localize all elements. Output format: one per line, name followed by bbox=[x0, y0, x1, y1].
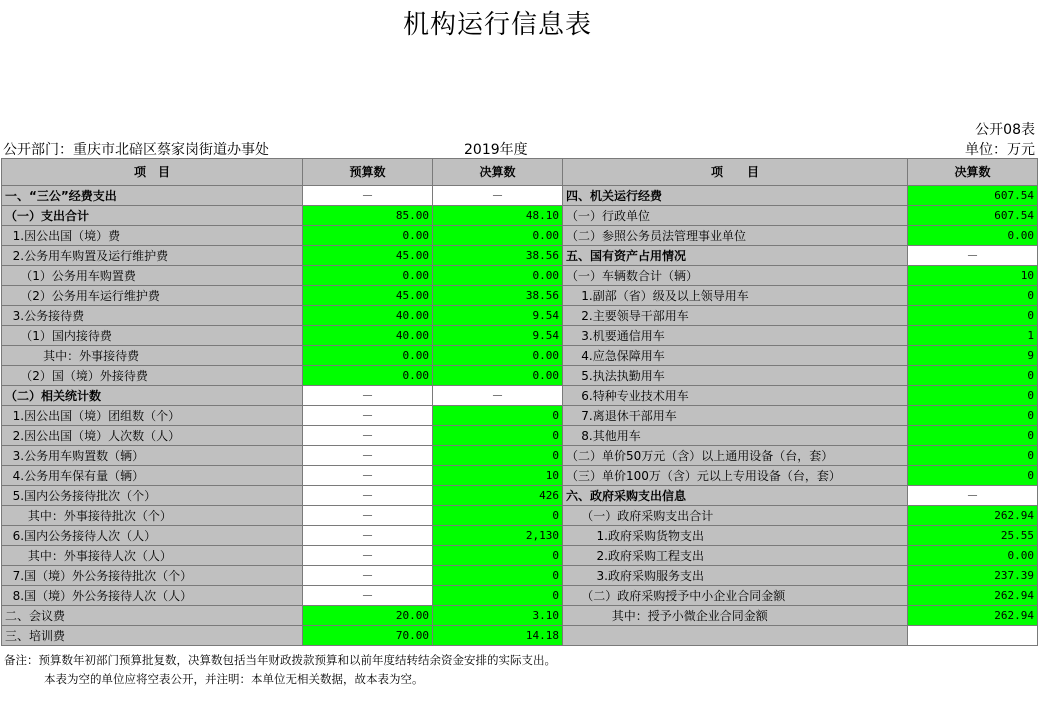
budget-value: － bbox=[303, 486, 433, 506]
table-row bbox=[2, 366, 1038, 386]
form-code: 公开08表 bbox=[975, 122, 1035, 138]
final-value: 14.18 bbox=[433, 626, 563, 646]
header-item-right: 项 目 bbox=[563, 159, 908, 186]
budget-value: 0.00 bbox=[303, 366, 433, 386]
left-item-label: （2）公务用车运行维护费 bbox=[2, 286, 303, 306]
budget-value: － bbox=[303, 526, 433, 546]
right-item-label: 2.主要领导干部用车 bbox=[563, 306, 908, 326]
left-item-label: 8.国（境）外公务接待人次（人） bbox=[2, 586, 303, 606]
final-value: － bbox=[433, 186, 563, 206]
note-line-2: 本表为空的单位应将空表公开，并注明：本单位无相关数据，故本表为空。 bbox=[44, 672, 424, 686]
right-item-label: 2.政府采购工程支出 bbox=[563, 546, 908, 566]
table-row bbox=[2, 486, 1038, 506]
right-item-label: 六、政府采购支出信息 bbox=[563, 486, 908, 506]
table-row bbox=[2, 286, 1038, 306]
right-final-value: 607.54 bbox=[908, 206, 1038, 226]
right-final-value: 0 bbox=[908, 406, 1038, 426]
right-final-value: 0 bbox=[908, 446, 1038, 466]
right-final-value: 0.00 bbox=[908, 226, 1038, 246]
budget-value: － bbox=[303, 566, 433, 586]
final-value: 10 bbox=[433, 466, 563, 486]
final-value: 0 bbox=[433, 546, 563, 566]
final-value: 9.54 bbox=[433, 306, 563, 326]
left-item-label: 1.因公出国（境）费 bbox=[2, 226, 303, 246]
right-item-label bbox=[563, 626, 908, 646]
table-row bbox=[2, 446, 1038, 466]
right-item-label: 五、国有资产占用情况 bbox=[563, 246, 908, 266]
final-value: 0 bbox=[433, 586, 563, 606]
right-item-label: （一）政府采购支出合计 bbox=[563, 506, 908, 526]
budget-value: 0.00 bbox=[303, 226, 433, 246]
table-row bbox=[2, 406, 1038, 426]
right-item-label: 1.副部（省）级及以上领导用车 bbox=[563, 286, 908, 306]
right-item-label: 4.应急保障用车 bbox=[563, 346, 908, 366]
left-item-label: 三、培训费 bbox=[2, 626, 303, 646]
final-value: 9.54 bbox=[433, 326, 563, 346]
right-item-label: 其中：授予小微企业合同金额 bbox=[563, 606, 908, 626]
right-item-label: （二）单价50万元（含）以上通用设备（台，套） bbox=[563, 446, 908, 466]
table-row bbox=[2, 186, 1038, 206]
left-item-label: 6.国内公务接待人次（人） bbox=[2, 526, 303, 546]
left-item-label: 1.因公出国（境）团组数（个） bbox=[2, 406, 303, 426]
table-body bbox=[2, 159, 1038, 646]
right-item-label: 四、机关运行经费 bbox=[563, 186, 908, 206]
budget-value: － bbox=[303, 466, 433, 486]
table-row bbox=[2, 606, 1038, 626]
right-final-value: 0 bbox=[908, 386, 1038, 406]
final-value: 38.56 bbox=[433, 286, 563, 306]
right-final-value: 0 bbox=[908, 466, 1038, 486]
header-item: 项 目 bbox=[2, 159, 303, 186]
left-item-label: 7.国（境）外公务接待批次（个） bbox=[2, 566, 303, 586]
final-value: 0 bbox=[433, 566, 563, 586]
right-final-value: 262.94 bbox=[908, 586, 1038, 606]
right-final-value: 0 bbox=[908, 286, 1038, 306]
left-item-label: 其中：外事接待批次（个） bbox=[2, 506, 303, 526]
budget-value: 45.00 bbox=[303, 246, 433, 266]
table-row bbox=[2, 526, 1038, 546]
right-final-value: 10 bbox=[908, 266, 1038, 286]
right-item-label: （二）参照公务员法管理事业单位 bbox=[563, 226, 908, 246]
department: 公开部门：重庆市北碚区蔡家岗街道办事处 bbox=[3, 142, 269, 158]
right-item-label: 6.特种专业技术用车 bbox=[563, 386, 908, 406]
right-final-value: 0 bbox=[908, 366, 1038, 386]
budget-value: － bbox=[303, 506, 433, 526]
left-item-label: （一）支出合计 bbox=[2, 206, 303, 226]
right-item-label: 3.政府采购服务支出 bbox=[563, 566, 908, 586]
page-title: 机构运行信息表 bbox=[402, 10, 592, 40]
final-value: 0.00 bbox=[433, 226, 563, 246]
right-final-value: － bbox=[908, 246, 1038, 266]
table-row bbox=[2, 626, 1038, 646]
table-row bbox=[2, 226, 1038, 246]
left-item-label: （1）公务用车购置费 bbox=[2, 266, 303, 286]
table-row bbox=[2, 206, 1038, 226]
budget-value: 20.00 bbox=[303, 606, 433, 626]
table-row bbox=[2, 306, 1038, 326]
header-row bbox=[2, 159, 1038, 186]
right-item-label: 7.离退休干部用车 bbox=[563, 406, 908, 426]
right-item-label: 1.政府采购货物支出 bbox=[563, 526, 908, 546]
table-row bbox=[2, 466, 1038, 486]
right-final-value: 262.94 bbox=[908, 606, 1038, 626]
table-row bbox=[2, 246, 1038, 266]
final-value: 0 bbox=[433, 446, 563, 466]
final-value: 48.10 bbox=[433, 206, 563, 226]
budget-value: － bbox=[303, 586, 433, 606]
left-item-label: 4.公务用车保有量（辆） bbox=[2, 466, 303, 486]
right-item-label: 5.执法执勤用车 bbox=[563, 366, 908, 386]
table-row bbox=[2, 426, 1038, 446]
budget-value: － bbox=[303, 546, 433, 566]
right-final-value: 1 bbox=[908, 326, 1038, 346]
table-row bbox=[2, 546, 1038, 566]
budget-value: － bbox=[303, 386, 433, 406]
right-item-label: 8.其他用车 bbox=[563, 426, 908, 446]
final-value: 0 bbox=[433, 506, 563, 526]
right-item-label: （三）单价100万（含）元以上专用设备（台，套） bbox=[563, 466, 908, 486]
left-item-label: （2）国（境）外接待费 bbox=[2, 366, 303, 386]
right-final-value: 25.55 bbox=[908, 526, 1038, 546]
table-row bbox=[2, 346, 1038, 366]
header-final-right: 决算数 bbox=[908, 159, 1038, 186]
right-final-value: 9 bbox=[908, 346, 1038, 366]
budget-value: 40.00 bbox=[303, 306, 433, 326]
right-final-value: 262.94 bbox=[908, 506, 1038, 526]
left-item-label: 3.公务接待费 bbox=[2, 306, 303, 326]
unit-label: 单位：万元 bbox=[965, 142, 1035, 158]
right-final-value: － bbox=[908, 486, 1038, 506]
left-item-label: 3.公务用车购置数（辆） bbox=[2, 446, 303, 466]
right-final-value: 0 bbox=[908, 306, 1038, 326]
right-final-value: 607.54 bbox=[908, 186, 1038, 206]
budget-value: 85.00 bbox=[303, 206, 433, 226]
header-budget: 预算数 bbox=[303, 159, 433, 186]
table-row bbox=[2, 326, 1038, 346]
right-final-value: 0.00 bbox=[908, 546, 1038, 566]
table-row bbox=[2, 266, 1038, 286]
final-value: 3.10 bbox=[433, 606, 563, 626]
final-value: 0.00 bbox=[433, 346, 563, 366]
table-row bbox=[2, 566, 1038, 586]
budget-value: － bbox=[303, 186, 433, 206]
budget-value: 0.00 bbox=[303, 266, 433, 286]
budget-value: 70.00 bbox=[303, 626, 433, 646]
budget-value: 45.00 bbox=[303, 286, 433, 306]
note-line-1: 备注：预算数年初部门预算批复数，决算数包括当年财政拨款预算和以前年度结转结余资金安排的实际支出。 bbox=[4, 653, 556, 667]
right-final-value: 237.39 bbox=[908, 566, 1038, 586]
budget-value: － bbox=[303, 446, 433, 466]
final-value: 38.56 bbox=[433, 246, 563, 266]
table-row bbox=[2, 386, 1038, 406]
final-value: 0 bbox=[433, 406, 563, 426]
right-item-label: 3.机要通信用车 bbox=[563, 326, 908, 346]
right-item-label: （一）行政单位 bbox=[563, 206, 908, 226]
right-item-label: （一）车辆数合计（辆） bbox=[563, 266, 908, 286]
final-value: 0.00 bbox=[433, 266, 563, 286]
final-value: 2,130 bbox=[433, 526, 563, 546]
left-item-label: 一、“三公”经费支出 bbox=[2, 186, 303, 206]
left-item-label: 其中：外事接待人次（人） bbox=[2, 546, 303, 566]
budget-value: － bbox=[303, 406, 433, 426]
left-item-label: 二、会议费 bbox=[2, 606, 303, 626]
left-item-label: （1）国内接待费 bbox=[2, 326, 303, 346]
final-value: 0 bbox=[433, 426, 563, 446]
table-row bbox=[2, 586, 1038, 606]
right-item-label: （二）政府采购授予中小企业合同金额 bbox=[563, 586, 908, 606]
budget-value: 40.00 bbox=[303, 326, 433, 346]
final-value: － bbox=[433, 386, 563, 406]
final-value: 0.00 bbox=[433, 366, 563, 386]
budget-value: 0.00 bbox=[303, 346, 433, 366]
left-item-label: 2.因公出国（境）人次数（人） bbox=[2, 426, 303, 446]
budget-value: － bbox=[303, 426, 433, 446]
info-table bbox=[1, 158, 1038, 646]
right-final-value: 0 bbox=[908, 426, 1038, 446]
left-item-label: 2.公务用车购置及运行维护费 bbox=[2, 246, 303, 266]
left-item-label: 5.国内公务接待批次（个） bbox=[2, 486, 303, 506]
left-item-label: 其中：外事接待费 bbox=[2, 346, 303, 366]
final-value: 426 bbox=[433, 486, 563, 506]
right-final-value bbox=[908, 626, 1038, 646]
fiscal-year: 2019年度 bbox=[464, 142, 528, 158]
left-item-label: （二）相关统计数 bbox=[2, 386, 303, 406]
header-final: 决算数 bbox=[433, 159, 563, 186]
table-row bbox=[2, 506, 1038, 526]
